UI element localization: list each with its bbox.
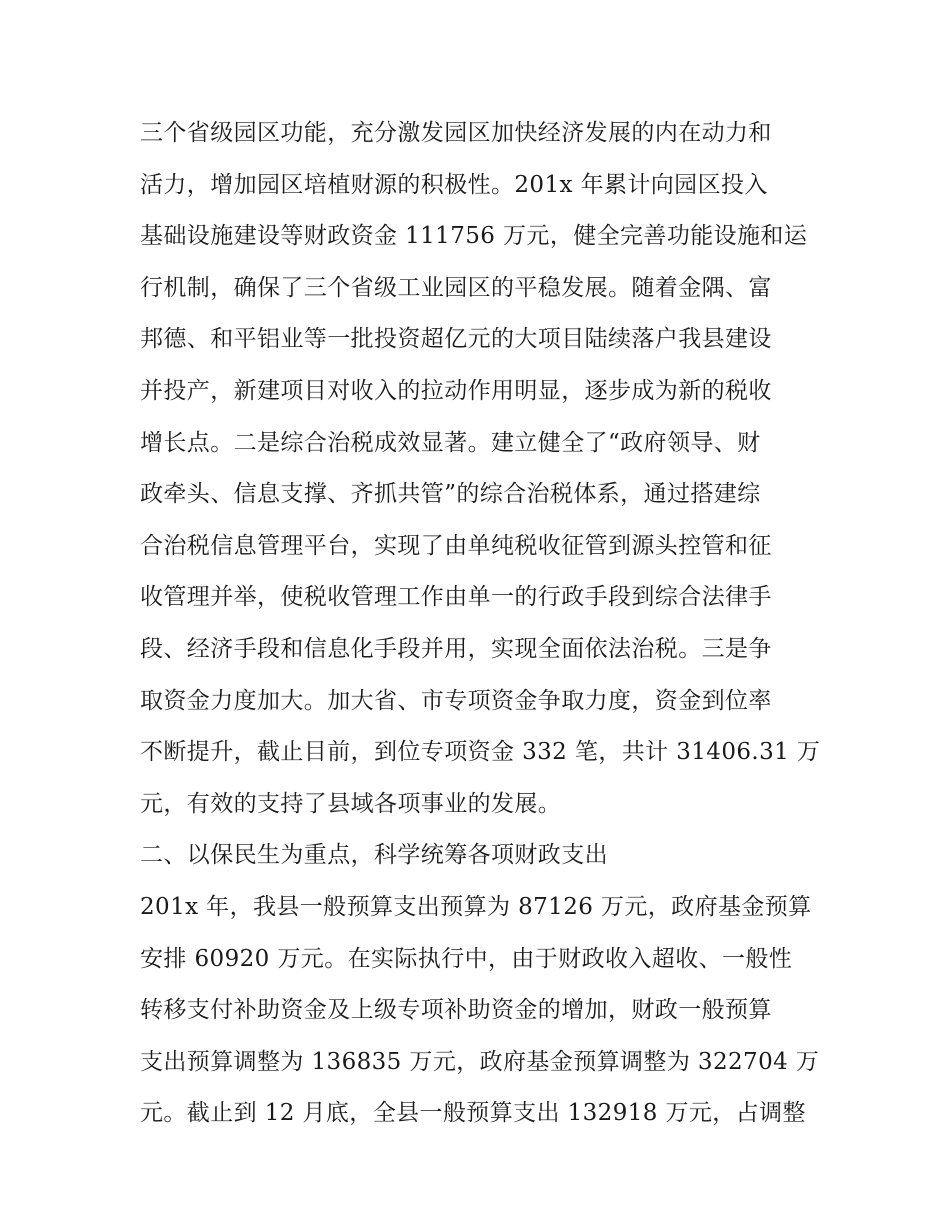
text-line: 活力，增加园区培植财源的积极性。201x 年累计向园区投入 [140, 171, 768, 198]
text-line: 转移支付补助资金及上级专项补助资金的增加，财政一般预算 [140, 997, 772, 1024]
text-line: 取资金力度加大。加大省、市专项资金争取力度，资金到位率 [140, 687, 772, 714]
text-line: 并投产，新建项目对收入的拉动作用明显，逐步成为新的税收 [140, 377, 772, 404]
text-line: 邦德、和平铝业等一批投资超亿元的大项目陆续落户我县建设 [140, 326, 772, 353]
text-line: 三个省级园区功能，充分激发园区加快经济发展的内在动力和 [140, 120, 772, 146]
text-line: 安排 60920 万元。在实际执行中，由于财政收入超收、一般性 [140, 945, 793, 972]
text-line: 段、经济手段和信息化手段并用，实现全面依法治税。三是争 [140, 635, 772, 662]
text-line: 收管理并举，使税收管理工作由单一的行政手段到综合法律手 [140, 584, 772, 611]
text-line: 支出预算调整为 136835 万元，政府基金预算调整为 322704 万 [140, 1048, 820, 1075]
text-line: 基础设施建设等财政资金 111756 万元，健全完善功能设施和运 [140, 223, 808, 250]
text-line: 增长点。二是综合治税成效显著。建立健全了“政府领导、财 [140, 429, 761, 456]
text-line: 201x 年，我县一般预算支出预算为 87126 万元，政府基金预算 [140, 893, 812, 920]
text-line: 不断提升，截止目前，到位专项资金 332 笔，共计 31406.31 万 [140, 739, 821, 766]
text-line: 政牵头、信息支撑、齐抓共管”的综合治税体系，通过搭建综 [140, 481, 761, 508]
text-line: 元。截止到 12 月底，全县一般预算支出 132918 万元，占调整 [140, 1100, 806, 1127]
section-heading: 二、以保民生为重点，科学统筹各项财政支出 [140, 842, 608, 869]
body-text [140, 108, 820, 1140]
text-line: 合治税信息管理平台，实现了由单纯税收征管到源头控管和征 [140, 532, 772, 559]
text-line: 行机制，确保了三个省级工业园区的平稳发展。随着金隅、富 [140, 274, 772, 301]
text-line: 元，有效的支持了县域各项事业的发展。 [140, 790, 562, 817]
